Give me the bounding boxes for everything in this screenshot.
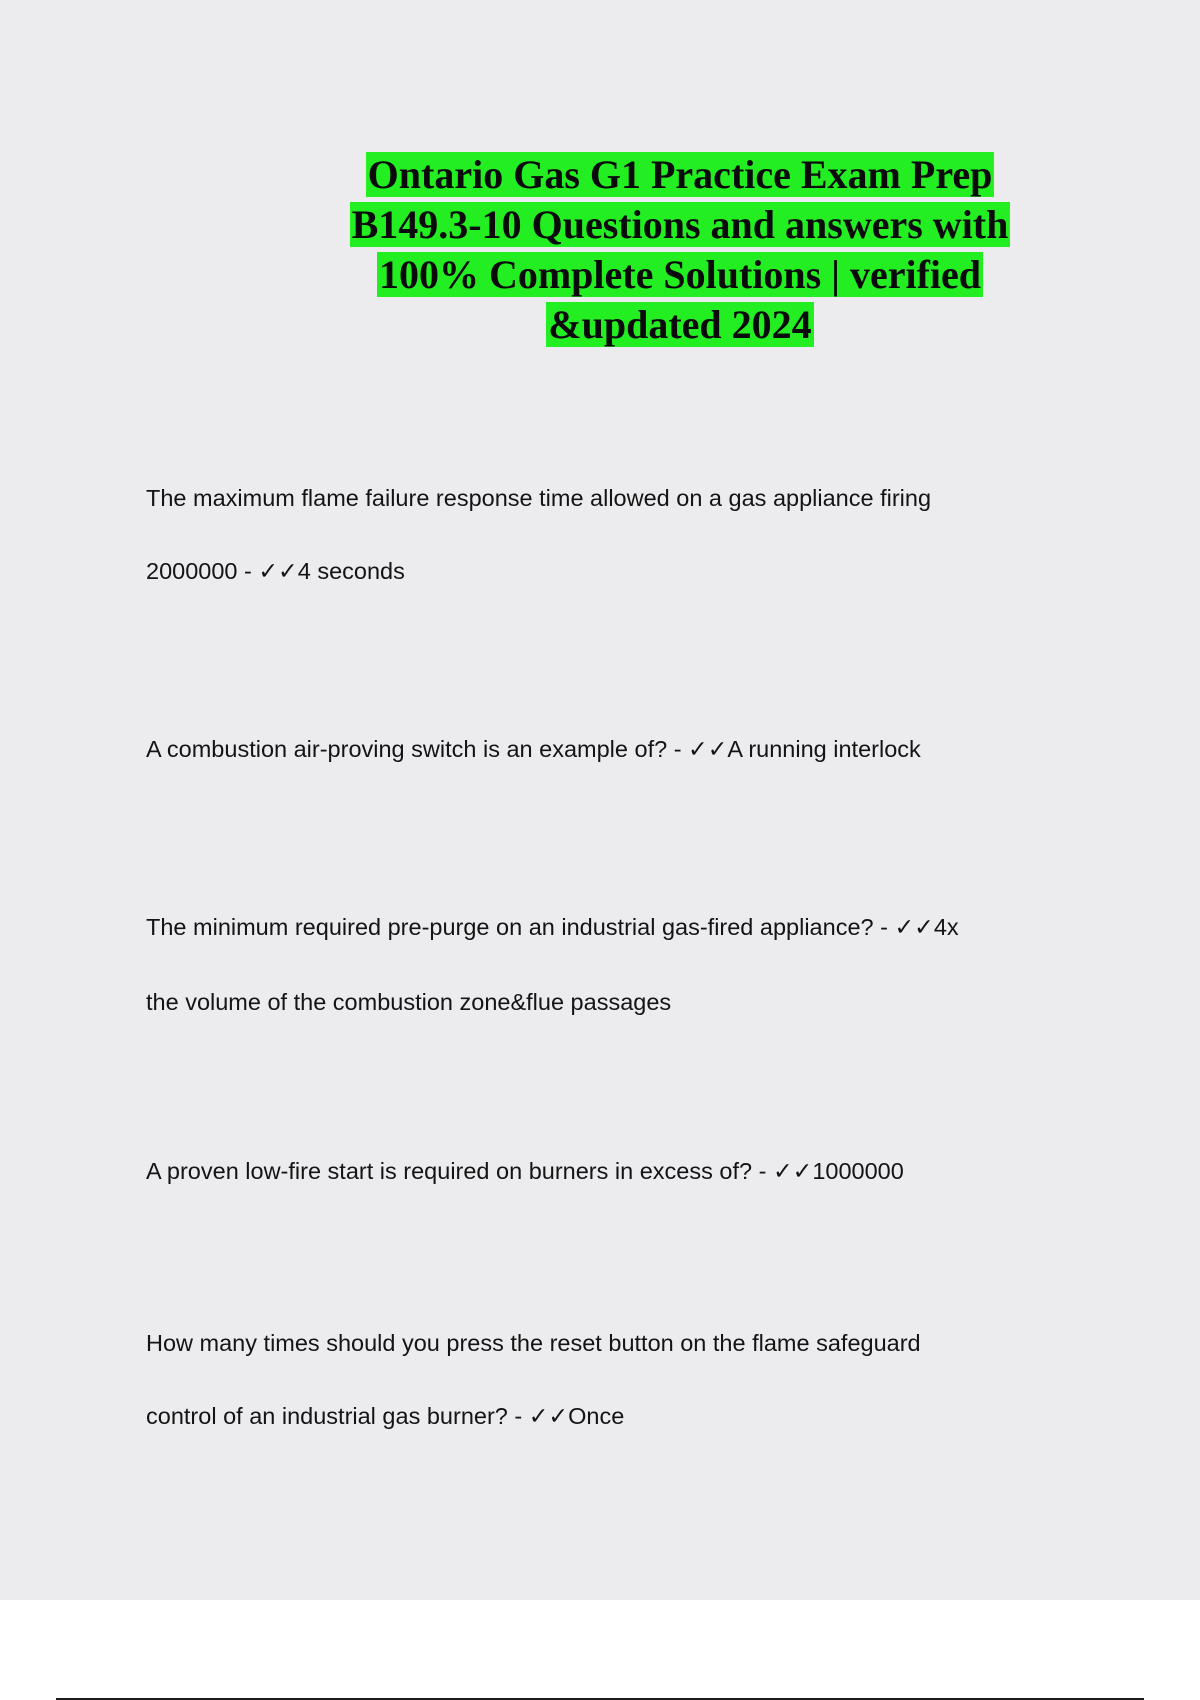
question-answer-5	[146, 1328, 1066, 1431]
question-answer-text: control of an industrial gas burner? - ✓✓Once	[146, 1403, 625, 1429]
answer-text: the volume of the combustion zone&flue passages	[146, 989, 672, 1015]
question-answer-2	[146, 734, 1066, 764]
title-line: 100% Complete Solutions | verified	[378, 252, 982, 297]
question-answer-1	[146, 483, 1066, 586]
title-line: &updated 2024	[548, 302, 812, 347]
question-text: How many times should you press the reset button on the flame safeguard	[146, 1330, 921, 1356]
question-answer-text: 2000000 - ✓✓4 seconds	[146, 558, 405, 584]
question-answer-4	[146, 1156, 1066, 1186]
title-line: B149.3-10 Questions and answers with	[351, 202, 1009, 247]
question-answer-text: The minimum required pre-purge on an industrial gas-fired appliance? - ✓✓4x	[146, 914, 959, 940]
title-line: Ontario Gas G1 Practice Exam Prep	[367, 152, 993, 197]
question-answer-text: A combustion air-proving switch is an example of? - ✓✓A running interlock	[146, 736, 921, 762]
document-title	[300, 150, 1060, 350]
question-answer-3	[146, 912, 1066, 1017]
question-text: The maximum flame failure response time allowed on a gas appliance firing	[146, 485, 932, 511]
question-answer-text: A proven low-fire start is required on burners in excess of? - ✓✓1000000	[146, 1158, 904, 1184]
